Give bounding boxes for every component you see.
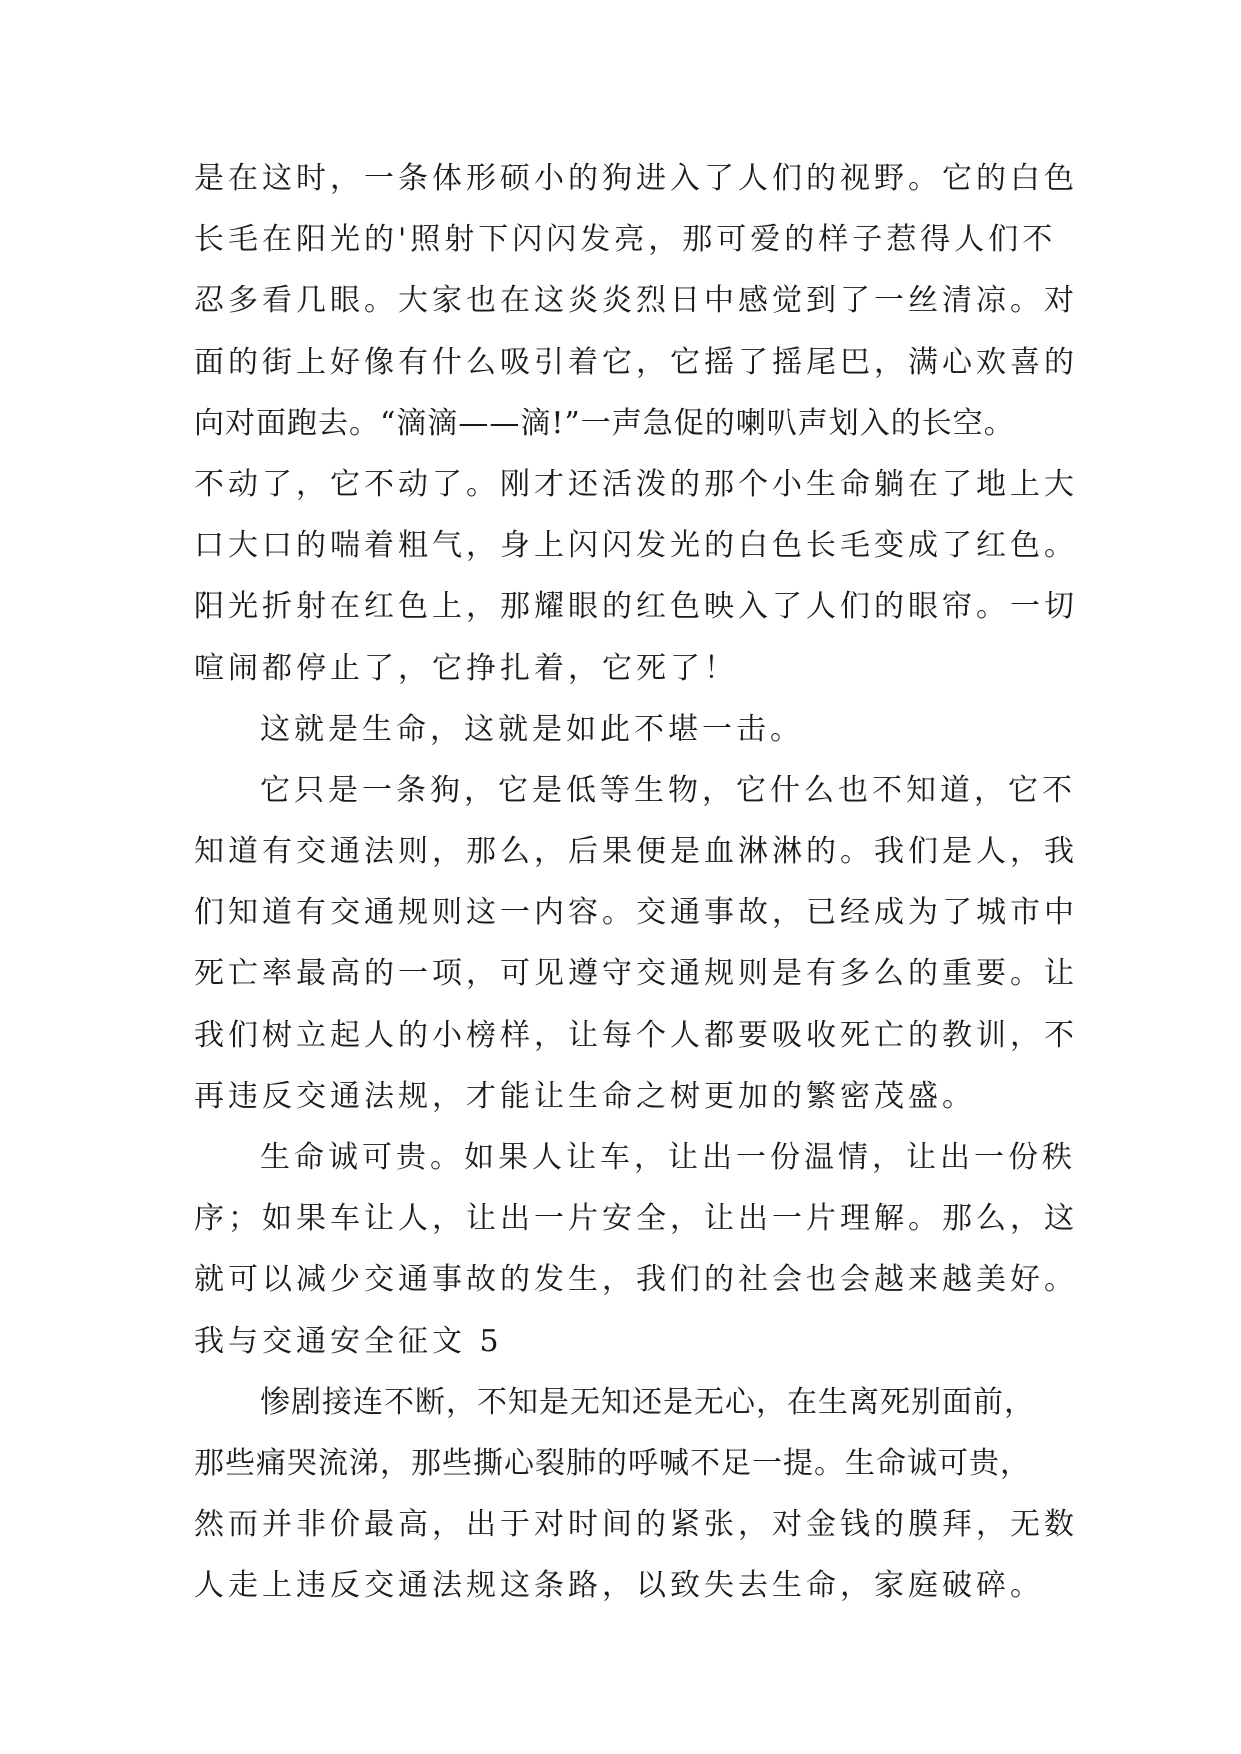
text-line: 就可以减少交通事故的发生，我们的社会也会越来越美好。 [194,1262,1078,1298]
section-heading: 我与交通安全征文 5 [194,1323,503,1359]
text-line: 是在这时，一条体形硕小的狗进入了人们的视野。它的白色 [194,161,1078,196]
paragraph-start-line: 生命诚可贵。如果人让车，让出一份温情，让出一份秩 [260,1140,1076,1175]
text-line: 面的街上好像有什么吸引着它，它摇了摇尾巴，满心欢喜的 [194,344,1078,380]
text-line: 忍多看几眼。大家也在这炎炎烈日中感觉到了一丝清凉。对 [194,283,1078,319]
paragraph-start-line: 这就是生命，这就是如此不堪一击。 [260,711,804,747]
text-line: 再违反交通法规，才能让生命之树更加的繁密茂盛。 [194,1078,976,1114]
essay-body [194,159,1078,1628]
paragraph-start-line: 它只是一条狗，它是低等生物，它什么也不知道，它不 [260,772,1076,808]
paragraph-start-line: 惨剧接连不断，不知是无知还是无心，在生离死别面前， [260,1384,1035,1420]
text-line: 序；如果车让人，让出一片安全，让出一片理解。那么，这 [194,1201,1078,1237]
text-line: 人走上违反交通法规这条路，以致失去生命，家庭破碎。 [194,1568,1044,1604]
text-line: 我们树立起人的小榜样，让每个人都要吸收死亡的教训，不 [194,1017,1078,1053]
text-line: 口大口的喘着粗气，身上闪闪发光的白色长毛变成了红色。 [194,528,1078,564]
text-line: 那些痛哭流涕，那些撕心裂肺的呼喊不足一提。生命诚可贵， [194,1445,1031,1481]
text-line: 知道有交通法则，那么，后果便是血淋淋的。我们是人，我 [194,834,1078,870]
text-line: 然而并非价最高，出于对时间的紧张，对金钱的膜拜，无数 [194,1507,1078,1543]
text-line: 阳光折射在红色上，那耀眼的红色映入了人们的眼帘。一切 [194,589,1078,625]
text-line: 不动了，它不动了。刚才还活泼的那个小生命躺在了地上大 [194,466,1078,502]
text-line: 们知道有交通规则这一内容。交通事故，已经成为了城市中 [194,895,1078,931]
text-line: 死亡率最高的一项，可见遵守交通规则是有多么的重要。让 [194,956,1078,992]
text-line: 长毛在阳光的'照射下闪闪发亮，那可爱的样子惹得人们不 [194,222,1057,258]
text-line: 向对面跑去。“滴滴——滴!”一声急促的喇叭声划入的长空。 [194,405,1015,441]
text-line: 喧闹都停止了，它挣扎着，它死了！ [194,650,738,686]
